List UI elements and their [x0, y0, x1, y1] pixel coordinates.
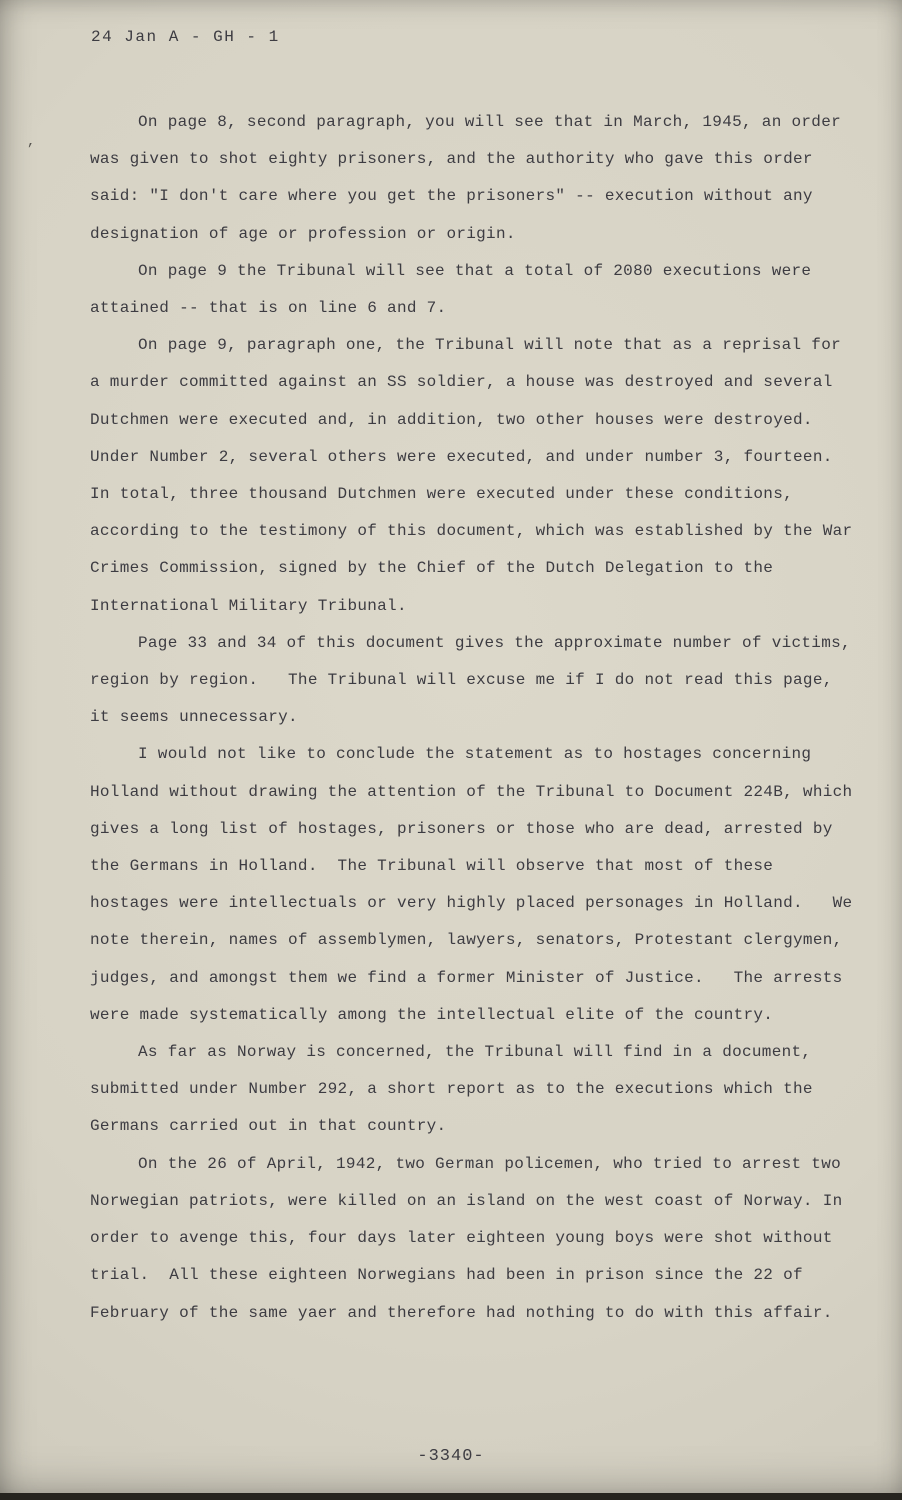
document-body	[90, 104, 863, 1332]
paragraph: On page 9, paragraph one, the Tribunal will note that as a reprisal for a murder committed against an SS soldier, a house was destroyed and several Dutchmen were executed and, in addition, two other houses were destroyed. Under Number 2, several others were executed, and under number 3, fourteen. In total, three thousand Dutchmen were executed under these conditions, according to the testimony of this document, which was established by the War Crimes Commission, signed by the Chief of the Dutch Delegation to the International Military Tribunal.	[90, 336, 863, 615]
paragraph: On the 26 of April, 1942, two German policemen, who tried to arrest two Norwegian patriots, were killed on an island on the west coast of Norway. In order to avenge this, four days later eighteen young boys were shot without trial. All these eighteen Norwegians had been in prison since the 22 of February of the same yaer and therefore had nothing to do with this affair.	[90, 1154, 853, 1322]
scan-artifact: ’	[26, 142, 35, 158]
paragraph: On page 9 the Tribunal will see that a total of 2080 executions were attained -- that is on line 6 and 7.	[90, 261, 822, 318]
page-number: -3340-	[417, 1447, 485, 1466]
scan-edge	[0, 1493, 902, 1500]
paragraph: On page 8, second paragraph, you will see that in March, 1945, an order was given to shot eighty prisoners, and the authority who gave this order said: "I don't care where you get the prisoners" -- execution without any designation of age or profession or origin.	[90, 113, 851, 243]
page-header: 24 Jan A - GH - 1	[91, 28, 280, 46]
paragraph: As far as Norway is concerned, the Tribunal will find in a document, submitted under Number 292, a short report as to the executions which the Germans carried out in that country.	[90, 1043, 823, 1136]
paragraph: Page 33 and 34 of this document gives the approximate number of victims, region by region. The Tribunal will excuse me if I do not read this page, it seems unnecessary.	[90, 633, 861, 727]
paragraph: I would not like to conclude the statement as to hostages concerning Holland without drawing the attention of the Tribunal to Document 224B, which gives a long list of hostages, prisoners or those who are dead, arrested by the Germans in Holland. The Tribunal will observe that most of these hostages were intellectuals or very highly placed personages in Holland. We note therein, names of assemblymen, lawyers, senators, Protestant clergymen, judges, and amongst them we find a former Minister of Justice. The arrests were made systematically among the intellectual elite of the country.	[90, 745, 863, 1024]
